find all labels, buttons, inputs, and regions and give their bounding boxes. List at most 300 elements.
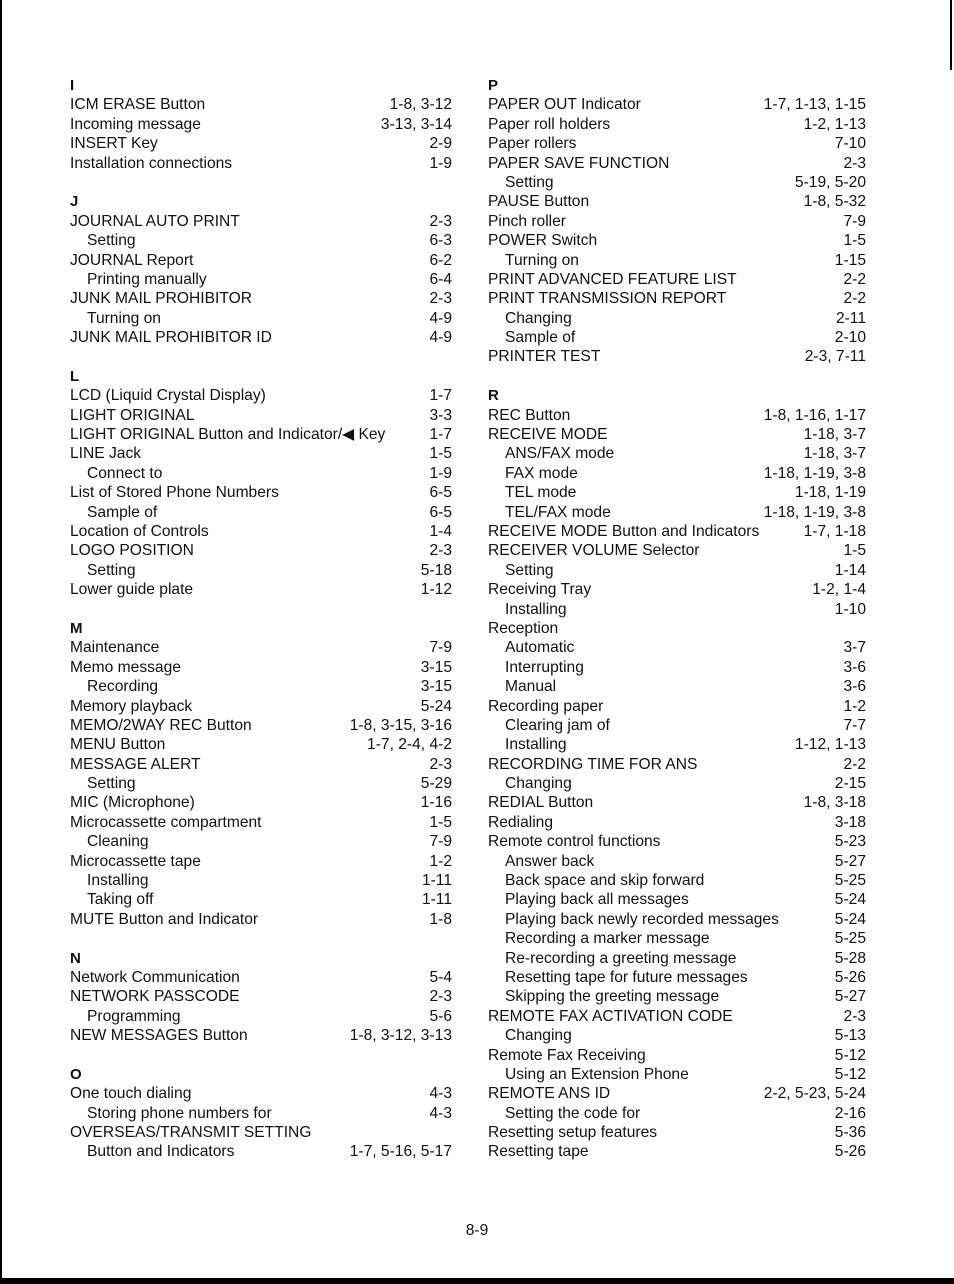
section-gap [70,173,452,192]
index-entry [70,425,452,444]
index-subentry [70,1142,452,1161]
entry-term: RECEIVE MODE [488,426,608,444]
entry-pages: 2-16 [834,1104,866,1122]
entry-term: Installing [87,872,149,890]
entry-pages: 5-24 [834,891,866,909]
index-entry [488,522,866,541]
entry-pages: 1-4 [429,522,452,540]
entry-pages: 3-7 [843,639,866,657]
index-entry [70,386,452,405]
entry-pages: 2-2 [843,755,866,773]
section-letter: O [70,1065,82,1083]
index-entry [70,251,452,270]
entry-term: ANS/FAX mode [505,445,615,463]
entry-pages: 2-2 [843,290,866,308]
page-border-bottom [0,1278,954,1284]
entry-term: FAX mode [505,464,578,482]
entry-term: TEL mode [505,484,577,502]
section-gap [70,600,452,619]
entry-term: Button and Indicators [87,1143,235,1161]
entry-term: MUTE Button and Indicator [70,910,259,928]
entry-pages: 1-8, 3-12, 3-13 [349,1027,452,1045]
entry-pages: 2-3 [429,212,452,230]
entry-term: PRINTER TEST [488,348,601,366]
index-entry [488,154,866,173]
index-subentry [70,1104,452,1123]
entry-term: Changing [505,1027,572,1045]
index-entry [488,1046,866,1065]
entry-pages: 6-2 [429,251,452,269]
entry-term: REC Button [488,406,571,424]
index-entry [488,425,866,444]
entry-pages: 1-5 [843,232,866,250]
index-subentry [488,658,866,677]
entry-pages: 1-7 [429,426,452,444]
entry-pages: 1-18, 1-19, 3-8 [763,464,866,482]
entry-term: LIGHT ORIGINAL Button and Indicator/◀ Key [70,426,386,444]
entry-term: POWER Switch [488,232,598,250]
page-border-right [950,0,952,70]
entry-term: Setting [505,173,554,191]
entry-term: Recording [87,678,159,696]
entry-pages: 2-3 [429,988,452,1006]
entry-pages: 5-25 [834,930,866,948]
index-subentry [488,890,866,909]
index-subentry [488,444,866,463]
entry-term: Clearing jam of [505,716,610,734]
page-border-left [0,0,2,1284]
entry-term: Microcassette tape [70,852,201,870]
entry-pages: 2-3 [843,1007,866,1025]
entry-pages: 1-7, 1-18 [803,522,866,540]
index-entry [488,1084,866,1103]
entry-pages: 3-18 [834,813,866,831]
entry-pages: 7-9 [429,639,452,657]
entry-term: NEW MESSAGES Button [70,1027,248,1045]
index-entry [70,755,452,774]
entry-term: Cleaning [87,833,149,851]
entry-term: Storing phone numbers for [87,1104,272,1122]
entry-term: PAUSE Button [488,193,590,211]
section-letter: L [70,367,80,385]
entry-term: Installation connections [70,154,233,172]
entry-pages: 5-12 [834,1065,866,1083]
index-subentry [70,1007,452,1026]
entry-term: REMOTE FAX ACTIVATION CODE [488,1007,733,1025]
entry-pages: 4-3 [429,1085,452,1103]
entry-pages: 5-36 [834,1124,866,1142]
index-entry [70,852,452,871]
entry-term: MESSAGE ALERT [70,755,201,773]
index-entry [70,910,452,929]
entry-term: Recording a marker message [505,930,710,948]
index-entry [70,638,452,657]
entry-pages: 5-19, 5-20 [794,173,866,191]
entry-term: Setting [87,561,136,579]
entry-pages: 1-8, 3-18 [803,794,866,812]
index-entry [70,580,452,599]
index-entry [70,735,452,754]
index-entry [488,1142,866,1161]
section-letter: M [70,619,83,637]
entry-term: REMOTE ANS ID [488,1085,611,1103]
entry-term: Setting [505,561,554,579]
index-entry [70,444,452,463]
entry-pages: 1-8 [429,910,452,928]
section-letter: I [70,77,75,94]
entry-term: PRINT ADVANCED FEATURE LIST [488,270,737,288]
entry-pages: 1-12, 1-13 [794,736,866,754]
entry-term: Programming [87,1007,181,1025]
entry-pages: 3-6 [843,658,866,676]
entry-pages: 1-8, 1-16, 1-17 [763,406,866,424]
entry-term: Changing [505,309,572,327]
index-subentry [70,677,452,696]
entry-term: JOURNAL Report [70,251,194,269]
entry-term: OVERSEAS/TRANSMIT SETTING [70,1124,312,1142]
index-entry [488,212,866,231]
entry-pages: 1-14 [834,561,866,579]
index-subentry [488,503,866,522]
entry-pages: 2-3 [429,755,452,773]
entry-pages: 2-3 [429,290,452,308]
entry-pages: 3-13, 3-14 [380,115,452,133]
entry-pages: 3-15 [420,678,452,696]
entry-term: LOGO POSITION [70,542,194,560]
entry-pages: 5-29 [420,775,452,793]
entry-term: Paper roll holders [488,115,611,133]
index-subentry [488,173,866,192]
entry-pages: 7-9 [429,833,452,851]
entry-term: Manual [505,678,557,696]
entry-pages: 5-26 [834,1143,866,1161]
entry-term: Pinch roller [488,212,566,230]
entry-pages: 4-9 [429,309,452,327]
index-subentry [488,251,866,270]
index-entry [488,115,866,134]
entry-pages: 1-5 [843,542,866,560]
index-subentry [70,270,452,289]
index-section-r [488,386,866,1162]
index-subentry [488,309,866,328]
entry-pages: 1-8, 3-12 [389,96,452,114]
index-entry [70,968,452,987]
index-subentry [488,774,866,793]
entry-term: RECEIVE MODE Button and Indicators [488,522,760,540]
entry-term: Network Communication [70,968,240,986]
entry-pages: 5-26 [834,968,866,986]
entry-pages: 1-18, 3-7 [803,426,866,444]
entry-term: Playing back newly recorded messages [505,910,779,928]
index-entry [488,95,866,114]
entry-term: Installing [505,600,567,618]
entry-pages: 5-4 [429,968,452,986]
entry-pages: 6-5 [429,503,452,521]
index-entry [70,522,452,541]
index-entry [488,755,866,774]
index-entry [70,716,452,735]
entry-pages: 5-24 [420,697,452,715]
index-section-i [70,76,452,173]
entry-pages: 1-8, 3-15, 3-16 [349,716,452,734]
index-subentry [488,968,866,987]
index-subentry [70,774,452,793]
index-entry [70,1026,452,1045]
index-section-m [70,619,452,929]
index-column-left [70,76,452,1162]
entry-term: Back space and skip forward [505,872,705,890]
index-entry [70,541,452,560]
entry-pages: 2-2 [843,270,866,288]
entry-term: Recording paper [488,697,604,715]
entry-term: Lower guide plate [70,581,194,599]
entry-term: Installing [505,736,567,754]
index-entry [488,580,866,599]
entry-pages: 1-9 [429,154,452,172]
index-column-right [488,76,866,1162]
entry-term: Taking off [87,891,154,909]
index-entry [70,793,452,812]
entry-term: List of Stored Phone Numbers [70,484,279,502]
index-entry [70,658,452,677]
entry-pages: 5-24 [834,910,866,928]
index-entry [488,192,866,211]
entry-term: RECORDING TIME FOR ANS [488,755,698,773]
index-subentry [488,949,866,968]
index-entry [488,270,866,289]
entry-term: Microcassette compartment [70,813,262,831]
entry-pages: 1-18, 1-19, 3-8 [763,503,866,521]
entry-pages: 1-8, 5-32 [803,193,866,211]
entry-term: TEL/FAX mode [505,503,611,521]
entry-term: JUNK MAIL PROHIBITOR [70,290,252,308]
index-subentry [488,852,866,871]
entry-term: PAPER OUT Indicator [488,96,641,114]
entry-term: Reception [488,619,559,637]
index-subentry [488,677,866,696]
entry-pages: 2-11 [835,309,866,327]
index-entry [70,813,452,832]
entry-pages: 2-2, 5-23, 5-24 [763,1085,866,1103]
entry-pages: 2-3, 7-11 [804,348,866,366]
index-entry [488,231,866,250]
index-entry [488,406,866,425]
index-entry [70,154,452,173]
index-entry [70,1084,452,1103]
page-number: 8-9 [465,1222,489,1239]
section-gap [70,347,452,366]
index-subentry [70,871,452,890]
section-gap [70,1046,452,1065]
index-subentry [488,1026,866,1045]
index-entry [488,1007,866,1026]
index-entry [488,541,866,560]
entry-term: Printing manually [87,270,207,288]
entry-term: MIC (Microphone) [70,794,195,812]
entry-term: LCD (Liquid Crystal Display) [70,387,266,405]
entry-pages: 1-18, 1-19 [794,484,866,502]
entry-pages: 1-10 [834,600,866,618]
index-subentry [488,483,866,502]
entry-pages: 1-2, 1-13 [803,115,866,133]
index-subentry [70,464,452,483]
entry-term: LIGHT ORIGINAL [70,406,195,424]
index-entry [70,212,452,231]
entry-pages: 1-7, 5-16, 5-17 [349,1143,452,1161]
entry-term: Setting [87,775,136,793]
entry-pages: 6-3 [429,232,452,250]
index-entry [488,134,866,153]
entry-term: Turning on [505,251,579,269]
index-entry [488,1123,866,1142]
index-subentry [70,561,452,580]
entry-term: Memory playback [70,697,193,715]
entry-pages: 5-13 [834,1027,866,1045]
entry-term: Interrupting [505,658,584,676]
index-section-l [70,367,452,600]
entry-pages: 1-7 [429,387,452,405]
index-entry [70,987,452,1006]
entry-pages: 1-7, 1-13, 1-15 [763,96,866,114]
index-entry [488,793,866,812]
index-entry [488,347,866,366]
index-entry [70,697,452,716]
index-subentry [488,1104,866,1123]
entry-term: Memo message [70,658,181,676]
index-entry [488,619,866,638]
entry-pages: 4-3 [429,1104,452,1122]
index-entry [488,813,866,832]
entry-term: Resetting tape for future messages [505,968,748,986]
entry-pages: 6-4 [429,270,452,288]
entry-pages: 7-9 [843,212,866,230]
entry-pages: 2-9 [429,135,452,153]
entry-term: Incoming message [70,115,201,133]
entry-term: Resetting setup features [488,1124,658,1142]
entry-pages: 3-3 [429,406,452,424]
index-section-j [70,192,452,347]
entry-term: Sample of [505,329,576,347]
index-entry [488,289,866,308]
index-subentry [488,716,866,735]
entry-term: PRINT TRANSMISSION REPORT [488,290,727,308]
index-entry [70,328,452,347]
entry-term: Remote control functions [488,833,661,851]
entry-pages: 2-15 [834,775,866,793]
index-entry [70,1123,452,1142]
index-subentry [488,561,866,580]
entry-pages: 5-27 [834,852,866,870]
entry-pages: 5-6 [429,1007,452,1025]
entry-term: Redialing [488,813,554,831]
entry-pages: 5-27 [834,988,866,1006]
section-letter: P [488,77,499,94]
index-subentry [70,231,452,250]
entry-term: Connect to [87,464,163,482]
index-subentry [70,309,452,328]
entry-term: PAPER SAVE FUNCTION [488,154,670,172]
index-subentry [488,464,866,483]
index-subentry [488,929,866,948]
entry-term: Maintenance [70,639,160,657]
index-subentry [70,503,452,522]
entry-term: Receiving Tray [488,581,592,599]
entry-pages: 1-9 [429,464,452,482]
entry-term: JUNK MAIL PROHIBITOR ID [70,329,272,347]
entry-pages: 1-16 [420,794,452,812]
entry-pages: 1-12 [420,581,452,599]
index-subentry [488,735,866,754]
index-subentry [488,1065,866,1084]
section-letter: R [488,387,499,405]
entry-pages: 1-15 [834,251,866,269]
section-gap [488,367,866,386]
index-section-o [70,1065,452,1162]
entry-term: RECEIVER VOLUME Selector [488,542,700,560]
entry-term: Changing [505,775,572,793]
entry-term: NETWORK PASSCODE [70,988,240,1006]
index-section-p [488,76,866,367]
index-entry [70,115,452,134]
index-entry [70,483,452,502]
entry-pages: 5-12 [834,1046,866,1064]
entry-pages: 6-5 [429,484,452,502]
entry-term: MENU Button [70,736,166,754]
entry-term: Paper rollers [488,135,577,153]
index-section-n [70,949,452,1046]
entry-pages: 1-2 [429,852,452,870]
entry-term: Automatic [505,639,575,657]
index-subentry [70,832,452,851]
entry-pages: 1-2, 1-4 [812,581,866,599]
entry-pages: 1-2 [843,697,866,715]
section-letter: N [70,949,81,967]
entry-term: LINE Jack [70,445,142,463]
entry-pages: 1-5 [429,813,452,831]
entry-pages: 1-18, 3-7 [803,445,866,463]
index-subentry [488,600,866,619]
entry-term: Sample of [87,503,158,521]
entry-term: Skipping the greeting message [505,988,720,1006]
index-subentry [488,638,866,657]
entry-term: Setting the code for [505,1104,641,1122]
entry-pages: 7-10 [834,135,866,153]
entry-pages: 1-11 [421,891,452,909]
entry-term: ICM ERASE Button [70,96,206,114]
entry-pages: 7-7 [843,716,866,734]
index-subentry [488,328,866,347]
entry-term: Using an Extension Phone [505,1065,689,1083]
index-entry [488,697,866,716]
index-entry [488,832,866,851]
entry-pages: 2-10 [834,329,866,347]
entry-term: Answer back [505,852,595,870]
entry-term: Remote Fax Receiving [488,1046,646,1064]
entry-term: One touch dialing [70,1085,192,1103]
index-subentry [488,910,866,929]
entry-pages: 5-28 [834,949,866,967]
section-gap [70,929,452,948]
section-letter: J [70,193,79,211]
index-entry [70,406,452,425]
index-entry [70,95,452,114]
entry-pages: 2-3 [843,154,866,172]
entry-pages: 5-25 [834,872,866,890]
entry-pages: 1-5 [429,445,452,463]
entry-term: JOURNAL AUTO PRINT [70,212,240,230]
entry-term: INSERT Key [70,135,158,153]
entry-term: MEMO/2WAY REC Button [70,716,252,734]
